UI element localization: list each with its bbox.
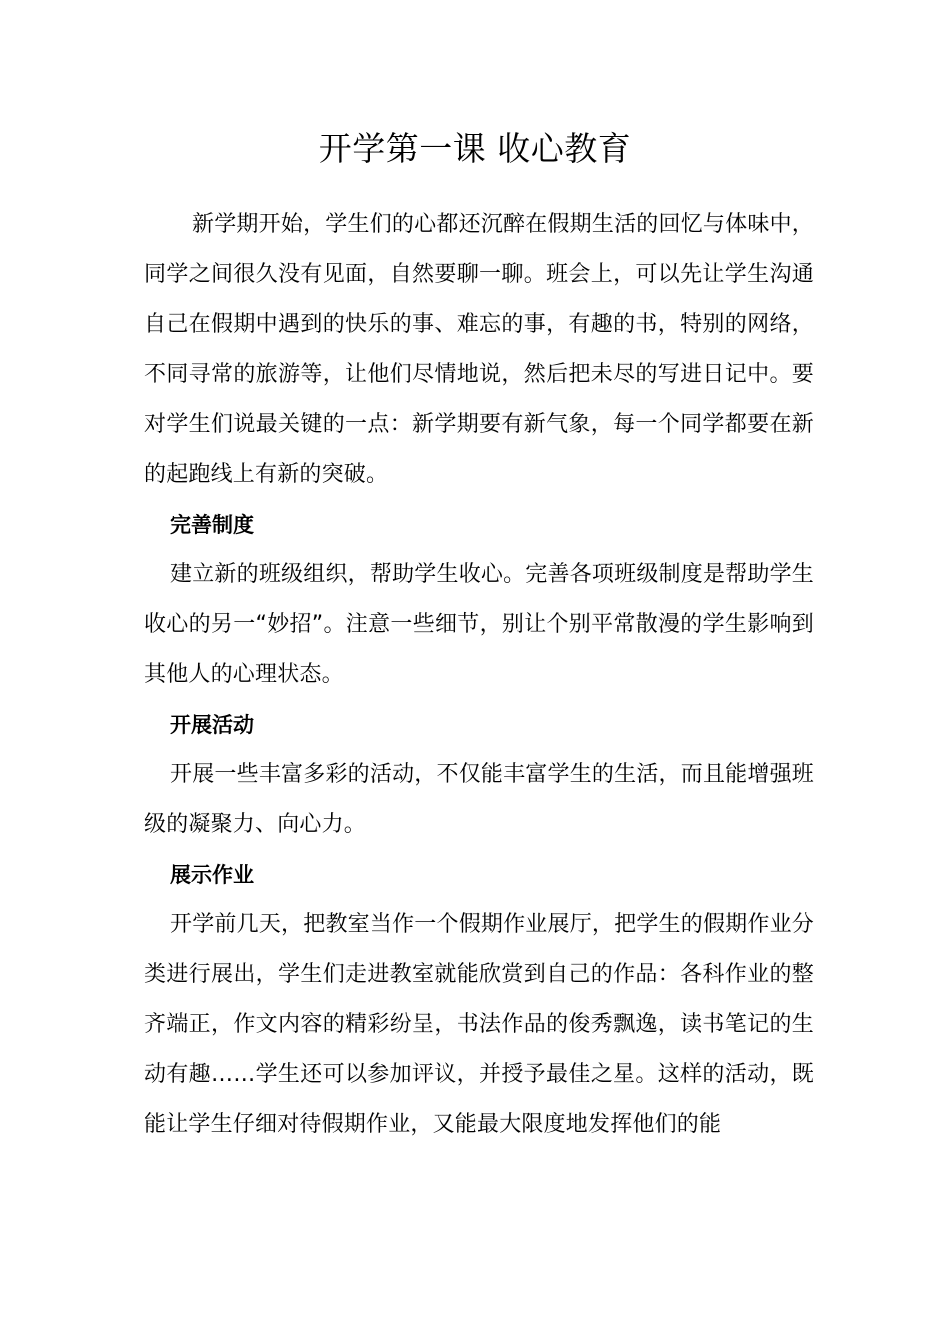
- section-paragraph-system: 建立新的班级组织，帮助学生收心。完善各项班级制度是帮助学生收心的另一“妙招”。注意一些细节，别让个别平常散漫的学生影响到其他人的心理状态。: [144, 562, 814, 687]
- section-paragraph-homework: 开学前几天，把教室当作一个假期作业展厅，把学生的假期作业分类进行展出，学生们走进教室就能欣赏到自己的作品：各科作业的整齐端正，作文内容的精彩纷呈，书法作品的俊秀飘逸，读书笔记的生动有趣……学生还可以参加评议，并授予最佳之星。这样的活动，既能让学生仔细对待假期作业，又能最大限度地发挥他们的能: [144, 912, 814, 1137]
- section-heading-activities: 开展活动: [170, 713, 254, 737]
- intro-paragraph: 新学期开始，学生们的心都还沉醉在假期生活的回忆与体味中，同学之间很久没有见面，自然要聊一聊。班会上，可以先让学生沟通自己在假期中遇到的快乐的事、难忘的事，有趣的书，特别的网络，不同寻常的旅游等，让他们尽情地说，然后把未尽的写进日记中。要对学生们说最关键的一点：新学期要有新气象，每一个同学都要在新的起跑线上有新的突破。: [144, 212, 814, 487]
- section-heading-system: 完善制度: [170, 513, 254, 537]
- section-heading-homework: 展示作业: [170, 863, 254, 887]
- document-body: [144, 200, 814, 1150]
- document-title: 开学第一课 收心教育: [318, 129, 632, 168]
- section-paragraph-activities: 开展一些丰富多彩的活动，不仅能丰富学生的生活，而且能增强班级的凝聚力、向心力。: [144, 762, 814, 837]
